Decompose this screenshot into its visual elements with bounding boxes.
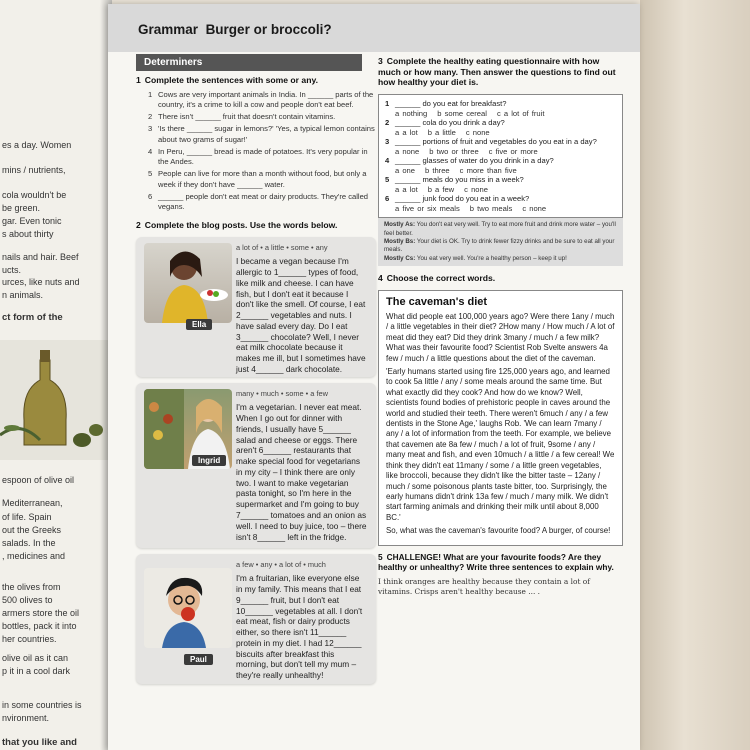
question-number: 6 (385, 194, 390, 204)
question-text: ______ do you eat for breakfast? (395, 99, 507, 109)
question-row (385, 99, 616, 109)
answer-option: a five or six meals (395, 204, 460, 214)
answer-option: a none (395, 147, 420, 157)
article-paragraph: So, what was the caveman's favourite food? A burger, of course! (386, 526, 611, 536)
olive-oil-illustration-icon (0, 340, 112, 460)
question-text: ______ meals do you miss in a week? (395, 175, 524, 185)
exercise-1-item (148, 112, 376, 122)
answer-option: b some cereal (437, 109, 487, 119)
word-box-paul: a few • any • a lot of • much (236, 560, 326, 570)
exercise-1-title: 1 Complete the sentences with some or any. (136, 75, 318, 85)
item-number: 4 (148, 146, 153, 156)
exercise-1-item (148, 169, 376, 190)
left-page-line: urces, like nuts and (2, 277, 80, 287)
exercise-1-item (148, 124, 376, 145)
item-text: In Peru, ______ bread is made of potatoes. It's very popular in the Andes. (158, 146, 368, 167)
left-page-line: be green. (2, 203, 41, 213)
left-page (0, 0, 112, 750)
question-text: ______ cola do you drink a day? (395, 118, 505, 128)
left-page-line: nails and hair. Beef (2, 252, 79, 262)
article-paragraph: 'Early humans started using fire 125,000 years ago, and learned to cook 5a little / any / some meals around the same time. But what exactly did they cook? And how do we know? Well, scientists found bodies of prehistoric people in caves around the world and studied their teeth. There weren't 6much / any / a few dentists in the Stone Age,' laughs Rob. 'We can learn 7many / any / a lot of information from the teeth. For example, we believe that cavemen ate 8a few / much / a lot of fruit, 9some / any / many meat and fish, and even 10much / a little / a few cereal! We think they didn't eat 11many / some / a little green vegetables, like broccoli, because they didn't like the bitter taste – 12any / much / some poisonous plants taste bitter, too. Surprisingly, the early humans didn't drink 13a few / much / many milk. We didn't start farming animals and drinking their milk until about 8,000 BC.' (386, 366, 615, 522)
question-number: 1 (385, 99, 390, 109)
left-page-line: nvironment. (2, 713, 50, 723)
item-number: 1 (148, 89, 153, 99)
question-text: ______ portions of fruit and vegetables do you eat in a day? (395, 137, 597, 147)
answer-option: c more than five (459, 166, 517, 176)
answer-option: c none (522, 204, 547, 214)
question-row (385, 137, 616, 147)
name-tag-ella: Ella (186, 319, 212, 330)
left-page-line: bottles, pack it into (2, 621, 77, 631)
exercise-1-list (148, 90, 376, 213)
left-page-line: espoon of olive oil (2, 475, 75, 485)
title-prefix: Grammar (138, 22, 199, 37)
question-row (385, 156, 616, 166)
answer-option: c none (465, 128, 490, 138)
exercise-5-title: 5 CHALLENGE! What are your favourite foods? Are they healthy or unhealthy? Write three sentences to explain why. (378, 551, 614, 573)
item-text: There isn't ______ fruit that doesn't contain vitamins. (158, 112, 336, 122)
result-line (384, 255, 617, 263)
result-text: You don't eat very well. Try to eat more fruit and drink more water – you'll feel better. (384, 221, 616, 237)
blog-post-ingrid (136, 383, 376, 548)
section-label: Determiners (136, 54, 362, 71)
answer-option: a a lot (395, 185, 418, 195)
question-options (385, 166, 616, 175)
item-text: ______ people don't eat meat or dairy products. They're called vegans. (158, 191, 369, 212)
blog-post-paul (136, 554, 376, 684)
answer-option: a nothing (395, 109, 428, 119)
paul-photo (144, 568, 232, 648)
question-options (385, 185, 616, 194)
left-page-line: , medicines and (2, 551, 66, 561)
question-row (385, 194, 616, 204)
answer-option: c a lot of fruit (496, 109, 545, 119)
item-text: Cows are very important animals in India. In ______ parts of the country, it's a crime to kill a cow and people don't eat beef. (158, 89, 374, 109)
workbook-page (108, 4, 640, 750)
answer-option: b a little (427, 128, 456, 138)
blog-text-paul: I'm a fruitarian, like everyone else in my family. This means that I eat 9______ fruit, but I don't eat 10______ vegetables at all. I don't eat meat, fish or dairy products either, so there isn't 11______ protein in my diet. I had 12______ biscuits after breakfast this morning, but don't tell my mum – they're really unhealthy! (236, 573, 363, 681)
question-row (385, 118, 616, 128)
left-page-line: out the Greeks (2, 525, 62, 535)
left-page-line: mins / nutrients, (2, 165, 66, 175)
left-page-line: 500 olives to (2, 595, 53, 605)
question-options (385, 128, 616, 137)
exercise-4-title: 4 Choose the correct words. (378, 273, 496, 284)
title-topic: Burger or broccoli? (205, 22, 332, 37)
question-row (385, 175, 616, 185)
left-page-line: of life. Spain (2, 512, 52, 522)
answer-option: a a lot (395, 128, 418, 138)
item-number: 6 (148, 191, 153, 201)
item-number: 3 (148, 124, 153, 134)
left-page-line: the olives from (2, 582, 61, 592)
left-page-line: that you like and (2, 737, 77, 748)
name-tag-ingrid: Ingrid (192, 455, 226, 466)
exercise-1-item (148, 147, 376, 168)
answer-option: c five or more (488, 147, 538, 157)
left-page-line: ct form of the (2, 312, 63, 323)
result-line (384, 221, 617, 238)
exercise-1-item (148, 192, 376, 213)
article-heading: The caveman's diet (386, 295, 488, 308)
item-number: 5 (148, 169, 153, 179)
word-box-ella: a lot of • a little • some • any (236, 243, 328, 253)
left-page-line: gar. Even tonic (2, 216, 62, 226)
item-number: 2 (148, 112, 153, 122)
word-box-ingrid: many • much • some • a few (236, 389, 328, 399)
result-line (384, 238, 617, 255)
item-text: People can live for more than a month without food, but only a week if they don't have ______ water. (158, 169, 367, 189)
result-text: You eat very well. You're a healthy person – keep it up! (416, 254, 567, 262)
blog-post-ella (136, 237, 376, 377)
article-paragraph: What did people eat 100,000 years ago? Were there 1any / much / a little vegetables in their diet? 2How many / How much / A lot of meat did they eat? Did they drink 3many / much / a few milk? What was their favourite food? Scientist Rob Svelte answers 4a few / much / a little questions about the diet of the caveman. (386, 311, 615, 363)
item-text: 'Is there ______ sugar in lemons?' 'Yes, a typical lemon contains about two grams of sugar!' (158, 124, 375, 144)
blog-text-ingrid: I'm a vegetarian. I never eat meat. When I go out for dinner with friends, I usually have 5______ salad and cheese or eggs. There aren't 6______ restaurants that make special food for vegetarians in my city – I think there are only two. I want to make vegetarian pasta tonight, so I'm here in the supermarket and I'm going to buy 7______ tomatoes and an onion as well. I need to buy juice, too – there isn't 8______ left in the fridge. (236, 402, 367, 542)
name-tag-paul: Paul (184, 654, 213, 665)
answer-option: b three (425, 166, 450, 176)
exercise-1-item (148, 90, 376, 111)
left-page-line: es a day. Women (2, 140, 72, 150)
question-number: 4 (385, 156, 390, 166)
wooden-table (640, 0, 750, 750)
result-label: Mostly Bs: (384, 238, 416, 246)
question-options (385, 109, 616, 118)
left-page-line: salads. In the (2, 538, 56, 548)
left-page-line: in some countries is (2, 700, 82, 710)
blog-text-ella: I became a vegan because I'm allergic to 1______ types of food, like milk and cheese. I can have fish, but I don't eat it because I don't like the smell. Of course, I eat 2______ vegetables and nuts. I have salad every day. Do I eat 3______ chocolate? Well, I never eat milk chocolate because it makes me ill, but I sometimes have just 4______ dark chocolate. (236, 256, 366, 375)
left-column (136, 54, 376, 684)
left-page-line: cola wouldn't be (2, 190, 67, 200)
exercise-3-title: 3 Complete the healthy eating questionnaire with how much or how many. Then answer the questions to find out how healthy your diet is. (378, 56, 616, 88)
result-label: Mostly As: (384, 221, 416, 229)
answer-option: b two meals (469, 204, 513, 214)
answer-option: b a few (427, 185, 455, 195)
question-number: 3 (385, 137, 390, 147)
result-label: Mostly Cs: (384, 254, 416, 262)
right-column (378, 52, 623, 597)
article-box (378, 290, 623, 546)
result-text: Your diet is OK. Try to drink fewer fizzy drinks and be sure to eat all your meals. (384, 238, 615, 254)
left-page-line: Mediterranean, (2, 498, 63, 508)
exercise-2-title: 2 Complete the blog posts. Use the words below. (136, 220, 338, 231)
left-page-line: armers store the oil (2, 608, 80, 618)
answer-option: b two or three (429, 147, 479, 157)
question-options (385, 204, 616, 213)
questionnaire-results (378, 218, 623, 266)
question-options (385, 147, 616, 156)
question-number: 5 (385, 175, 390, 185)
left-page-line: s about thirty (2, 229, 54, 239)
question-text: ______ junk food do you eat in a week? (395, 194, 530, 204)
question-text: ______ glasses of water do you drink in a day? (395, 156, 554, 166)
question-number: 2 (385, 118, 390, 128)
left-page-line: n animals. (2, 290, 44, 300)
left-page-line: ucts. (2, 265, 22, 275)
answer-option: a one (395, 166, 416, 176)
left-page-line: olive oil as it can (2, 653, 69, 663)
left-page-line: her countries. (2, 634, 57, 644)
left-page-line: p it in a cool dark (2, 666, 71, 676)
questionnaire-box (378, 94, 623, 218)
page-title (138, 22, 332, 37)
answer-option: c none (464, 185, 488, 195)
challenge-answer: I think oranges are healthy because they contain a lot of vitamins. Crisps aren't healthy because ... . (378, 577, 590, 596)
ella-photo (144, 243, 232, 323)
